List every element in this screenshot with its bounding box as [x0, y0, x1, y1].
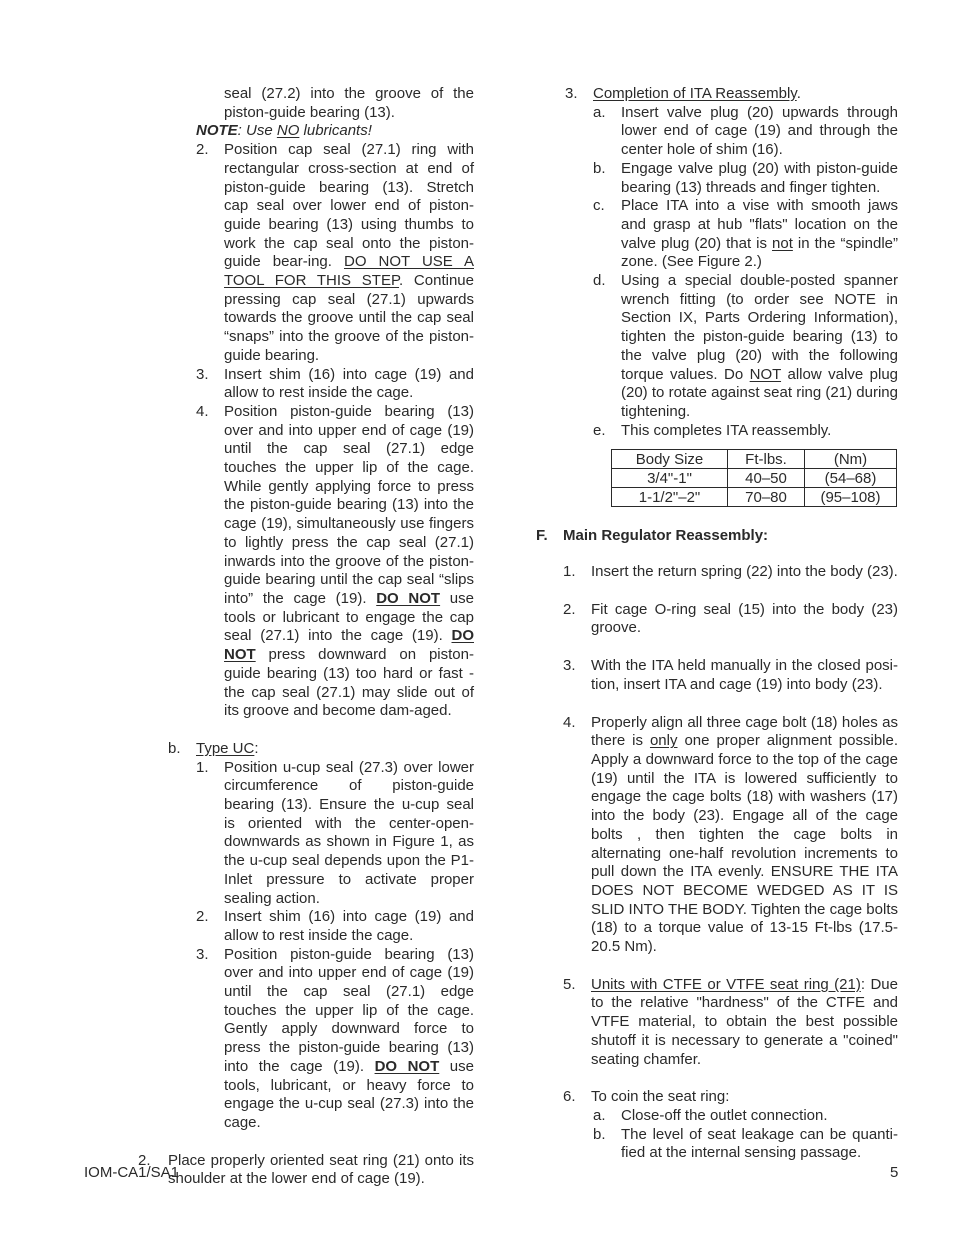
step-number: 4.	[196, 402, 209, 420]
substep-heading	[196, 740, 474, 759]
spacer	[138, 1133, 474, 1152]
step-f2	[563, 601, 898, 638]
table-header-cell: (Nm)	[805, 450, 897, 469]
step-a2	[196, 141, 474, 365]
substep-text-part: Using a special double-posted spanner wrench fitting (to order see NOTE in Section IX, Parts Ordering Information), tighten the piston-guide bearing (13) to the valve plug (20) with the following torque values. Do	[621, 272, 898, 383]
spacer	[536, 638, 898, 657]
left-column	[138, 85, 474, 1189]
note-text-pre: : Use	[237, 122, 277, 140]
emphasis-underlined: NOT	[749, 365, 782, 383]
substep-a	[593, 104, 898, 160]
step-f4	[563, 714, 898, 957]
step-text-part: one proper alignment possible. Apply a downward force to the top of the cage (19) until the ITA is lowered sufficiently to engage the cage bolts (18) with washers (17) into the body (23). Engage all of the cage bolts , then tighten the cage bolts in alternating one-half revolution increments to pull down the ITA evenly. ENSURE THE ITA DOES NOT BECOME WEDGED AS IT IS SLID INTO THE BODY. Tighten the cage bolts (18) to a torque value of 13-15 Ft-lbs (17.5-20.5 Nm).	[591, 732, 899, 956]
substep-f6a	[593, 1107, 898, 1126]
step-text-part: . Continue pressing cap seal (27.1) upwards towards the groove until the cap seal “snaps” into the groove of the piston-guide bearing.	[224, 272, 474, 364]
step-text: Fit cage O-ring seal (15) into the body (23) groove.	[591, 600, 898, 637]
step-text-part: Position piston-guide bearing (13) over and into upper end of cage (19) until the cap seal (27.1) edge touches the upper lip of the cage. While gently applying force to press the piston-guide bearing (13) into the cage (19), simultaneously use fingers to lightly press the cap seal (27.1) inwards into the groove of the piston-guide bearing until the cap seal “slips into” the cage (19).	[224, 402, 474, 607]
step-number: 6.	[563, 1088, 576, 1106]
step-number: 5.	[563, 975, 576, 993]
emphasis-underlined: only	[649, 732, 678, 750]
substep-d	[593, 272, 898, 422]
step-number: 1.	[563, 563, 576, 581]
step-f5	[563, 976, 898, 1070]
substep-letter: b.	[593, 159, 606, 177]
right-column	[536, 85, 898, 1163]
page-number: 5	[890, 1164, 899, 1181]
step-text: Insert the return spring (22) into the body (23).	[591, 563, 898, 581]
step-number: 3.	[196, 365, 209, 383]
warning-bold: DO NOT	[224, 627, 474, 664]
step-text: Place properly oriented seat ring (21) onto its shoulder at the lower end of cage (19).	[168, 1151, 474, 1188]
step-text: Insert shim (16) into cage (19) and allow to rest inside the cage.	[224, 365, 474, 402]
substep-letter: d.	[593, 272, 606, 290]
note-no: NO	[276, 122, 300, 140]
substep-text: Insert valve plug (20) upwards through lower end of cage (19) and through the center hole of shim (16).	[621, 103, 898, 159]
step-f1	[563, 563, 898, 582]
table-cell: (95–108)	[805, 488, 897, 507]
step-2	[138, 1152, 474, 1189]
note-label: NOTE	[196, 122, 238, 140]
spacer	[536, 582, 898, 601]
step-text	[224, 946, 474, 1133]
substep-text: This completes ITA reassembly.	[621, 421, 832, 439]
step-number: 3.	[563, 657, 576, 675]
step-text-part: Properly align all three cage bolt (18) holes as there is	[591, 713, 898, 750]
step-text: With the ITA held manually in the closed posi-tion, insert ITA and cage (19) into body (23).	[591, 657, 898, 693]
step-number: 1.	[196, 758, 209, 776]
table-header-cell: Body Size	[612, 450, 728, 469]
step-text-part: press downward on piston-guide bearing (13) too hard or fast - the cap seal (27.1) may slide out of its groove and become dam-aged.	[224, 646, 474, 720]
table-cell: 40–50	[728, 469, 805, 488]
section-f-heading	[536, 527, 898, 546]
heading-colon: :	[254, 739, 259, 757]
step-number: 3.	[196, 945, 209, 963]
step-f6	[563, 1088, 898, 1107]
section-title: Main Regulator Reassembly:	[563, 527, 769, 545]
substep-letter: e.	[593, 421, 606, 439]
step-b3	[196, 946, 474, 1133]
step-b1	[196, 759, 474, 909]
substep-text: Close-off the outlet connection.	[621, 1106, 828, 1124]
substep-text	[621, 272, 898, 422]
step-number: 4.	[563, 713, 576, 731]
table-cell: (54–68)	[805, 469, 897, 488]
warning-underlined: DO NOT USE A TOOL FOR THIS STEP	[224, 253, 474, 290]
substep-e	[593, 422, 898, 441]
substep-c	[593, 197, 898, 272]
substep-letter: a.	[593, 1106, 606, 1124]
warning-bold: DO NOT	[374, 1057, 440, 1075]
step-number: 2.	[138, 1151, 151, 1169]
spacer	[536, 1069, 898, 1088]
step-a4	[196, 403, 474, 721]
step-text-part: Position piston-guide bearing (13) over and into upper end of cage (19) until the cap seal (27.1) edge touches the upper lip of the cage. Gently apply downward force to press the piston-guide bearing (13) into the cage (19).	[224, 945, 474, 1075]
step-text	[591, 976, 898, 1070]
table-row	[612, 469, 897, 488]
section-letter: F.	[536, 527, 548, 545]
substep-b	[168, 740, 474, 759]
substep-letter: a.	[593, 103, 606, 121]
torque-table	[611, 449, 897, 507]
substep-letter: b.	[168, 739, 181, 757]
spacer	[536, 546, 898, 563]
substep-text-part: allow valve plug (20) to rotate against seat ring (21) during tightening.	[621, 365, 898, 420]
step-a3	[196, 366, 474, 403]
substep-letter: b.	[593, 1125, 606, 1143]
spacer	[536, 695, 898, 714]
substep-f6b	[593, 1126, 898, 1163]
note-line	[196, 122, 474, 141]
continued-paragraph	[224, 85, 474, 122]
step-text: Insert shim (16) into cage (19) and allow to rest inside the cage.	[224, 908, 474, 944]
step-3-heading	[565, 85, 898, 104]
step-text-part: use tools, lubricant, or heavy force to engage the u-cup seal (27.3) into the cage.	[224, 1057, 474, 1131]
step-number: 2.	[563, 600, 576, 618]
table-cell: 1-1/2"–2"	[612, 488, 728, 507]
step-text	[224, 403, 474, 721]
continued-text: seal (27.2) into the groove of the piston-guide bearing (13).	[224, 85, 474, 121]
substep-text: The level of seat leakage can be quanti-fied at the internal sensing passage.	[621, 1125, 898, 1162]
emphasis-underlined: not	[772, 234, 793, 252]
substep-text-part: Place ITA into a vise with smooth jaws and grasp at hub "flats" location on the valve plug (20) that is	[621, 197, 898, 252]
heading-period: .	[796, 85, 801, 102]
ita-completion-title: Completion of ITA Reassembly	[593, 85, 797, 102]
step-b2	[196, 908, 474, 945]
table-cell: 70–80	[728, 488, 805, 507]
step-text: Position u-cup seal (27.3) over lower circumference of piston-guide bearing (13). Ensure the u-cup seal is oriented with the center-open-downwards as shown in Figure 1, as the u-cup seal depends upon the P1-Inlet pressure to activate proper sealing action.	[224, 758, 474, 907]
step-number: 3.	[565, 85, 578, 102]
type-uc-title: Type UC	[196, 739, 255, 757]
step-f3	[563, 657, 898, 694]
substep-text: Engage valve plug (20) with piston-guide bearing (13) threads and finger tighten.	[621, 159, 898, 196]
warning-bold: DO NOT	[376, 589, 441, 607]
step-text: To coin the seat ring:	[591, 1088, 730, 1106]
substep-text	[621, 197, 898, 272]
step-heading	[593, 85, 898, 104]
spacer	[138, 721, 474, 740]
table-cell: 3/4"-1"	[612, 469, 728, 488]
table-header-row	[612, 450, 897, 469]
step-text-part: Position cap seal (27.1) ring with rectangular cross-section at end of piston-guide bearing (13). Stretch cap seal over lower end of piston-guide bearing (13) using thumbs to work the cap seal onto the piston-guide bear-ing.	[224, 141, 474, 271]
note-text-post: lubricants!	[299, 122, 372, 140]
substep-letter: c.	[593, 197, 605, 215]
substep-b	[593, 160, 898, 197]
step-number: 2.	[196, 141, 209, 159]
step-text-part: : Due to the relative "hardness" of the CTFE and VTFE material, to obtain the best possible shutoff it is necessary to generate a "coined" seating chamfer.	[591, 975, 898, 1068]
emphasis-underlined: Units with CTFE or VTFE seat ring (21)	[591, 975, 861, 993]
step-number: 2.	[196, 908, 209, 926]
step-text-part: use tools or lubricant to engage the cap seal (27.1) into the cage (19).	[224, 589, 474, 645]
spacer	[536, 957, 898, 976]
step-text	[591, 714, 898, 957]
step-text	[224, 141, 474, 365]
document-id: IOM-CA1/SA1	[84, 1164, 180, 1181]
substep-text-part: in the “spindle” zone. (See Figure 2.)	[621, 234, 898, 271]
table-header-cell: Ft-lbs.	[728, 450, 805, 469]
table-row	[612, 488, 897, 507]
